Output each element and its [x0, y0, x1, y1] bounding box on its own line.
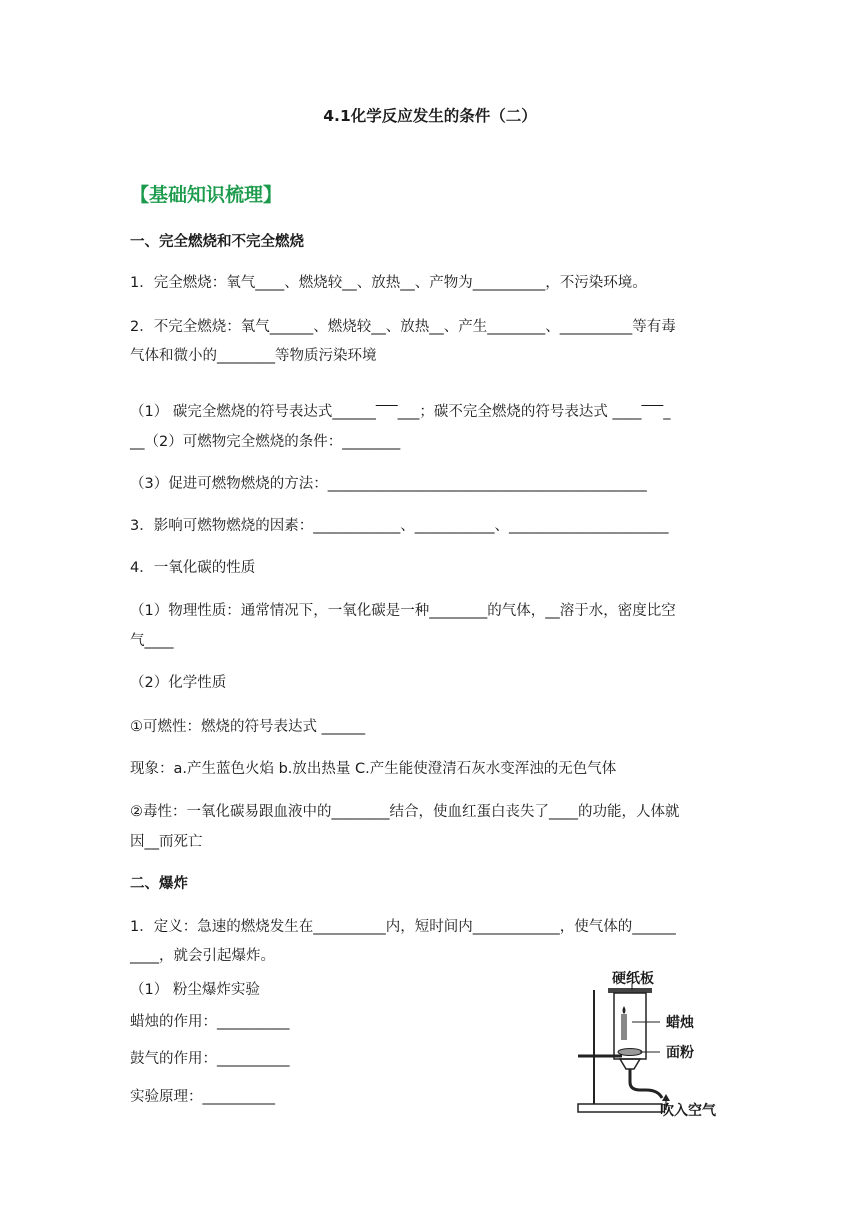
- text-line: （1） 碳完全燃烧的符号表达式______‾‾‾___；碳不完全燃烧的符号表达式 ____‾‾‾_: [130, 404, 671, 420]
- text-line: 1．定义：急速的燃烧发生在__________内，短时间内____________，使气体的______: [130, 919, 676, 935]
- text-line: （3）促进可燃物燃烧的方法：____________________________________________: [130, 476, 647, 492]
- text-line: 因__而死亡: [130, 834, 203, 850]
- text-line: 4．一氧化碳的性质: [130, 560, 256, 576]
- text-line: 气体和微小的________等物质污染环境: [130, 348, 377, 364]
- label-blow-air: 吹入空气: [660, 1103, 716, 1119]
- text-line: 气____: [130, 633, 174, 649]
- text-line: 3．影响可燃物燃烧的因素：____________、___________、______________________: [130, 518, 669, 534]
- text-line: ____，就会引起爆炸。: [130, 948, 275, 964]
- text-line: 2．不完全燃烧：氧气______、燃烧较__、放热__、产生________、__________等有毒: [130, 319, 676, 335]
- text-line: （2）化学性质: [130, 675, 227, 691]
- text-line: 1．完全燃烧：氧气____、燃烧较__、放热__、产物为__________，不污染环境。: [130, 275, 647, 291]
- text-line: __（2）可燃物完全燃烧的条件：________: [130, 434, 401, 450]
- text-line: 实验原理：__________: [130, 1089, 275, 1105]
- label-flour: 面粉: [666, 1045, 694, 1061]
- text-line: ①可燃性：燃烧的符号表达式 ______: [130, 719, 366, 735]
- text-line: （1） 粉尘爆炸实验: [130, 982, 260, 998]
- label-cardboard: 硬纸板: [612, 971, 654, 987]
- text-line: 蜡烛的作用：__________: [130, 1014, 290, 1030]
- part1-heading: 一、完全燃烧和不完全燃烧: [130, 234, 304, 250]
- text-line: 鼓气的作用：__________: [130, 1051, 290, 1067]
- label-candle: 蜡烛: [666, 1015, 694, 1031]
- text-line: 现象：a.产生蓝色火焰 b.放出热量 C.产生能使澄清石灰水变浑浊的无色气体: [130, 761, 617, 777]
- section-heading: 【基础知识梳理】: [130, 184, 283, 206]
- text-line: ②毒性：一氧化碳易跟血液中的________结合，使血红蛋白丧失了____的功能，人体就: [130, 804, 680, 820]
- text-line: （1）物理性质：通常情况下，一氧化碳是一种________的气体，__溶于水，密度比空: [130, 603, 676, 619]
- dust-explosion-apparatus-figure: [570, 972, 730, 1122]
- part2-heading: 二、爆炸: [130, 876, 188, 892]
- page-title: 4.1化学反应发生的条件（二）: [323, 107, 537, 125]
